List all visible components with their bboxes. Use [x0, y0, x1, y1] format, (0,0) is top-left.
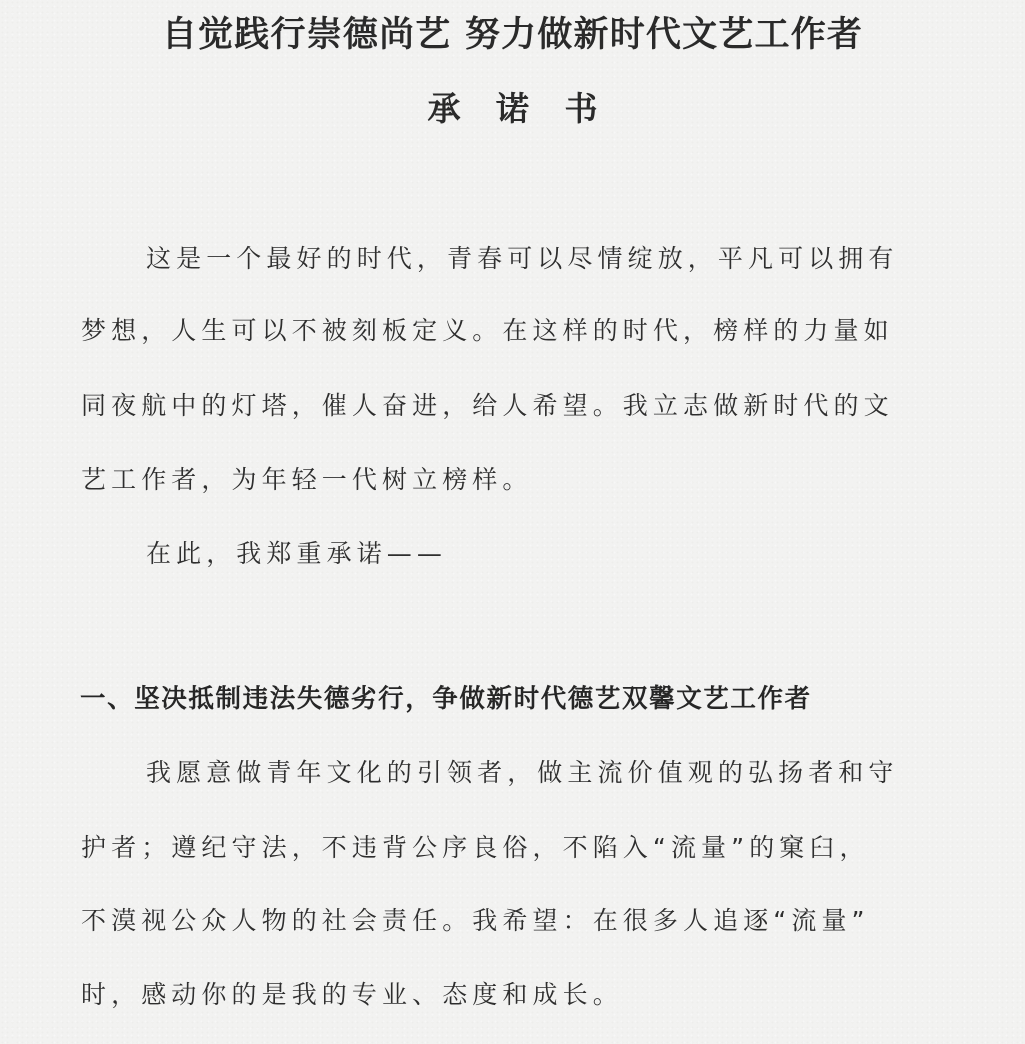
intro-line: 艺工作者，为年轻一代树立榜样。: [81, 465, 533, 494]
intro-line: 同夜航中的灯塔，催人奋进，给人希望。我立志做新时代的文: [81, 391, 894, 420]
section-heading: 一、坚决抵制违法失德劣行，争做新时代德艺双馨文艺工作者: [80, 684, 812, 714]
document-title: 自觉践行崇德尚艺 努力做新时代文艺工作者: [161, 15, 864, 55]
section-line: 不漠视公众人物的社会责任。我希望：在很多人追逐“流量”: [81, 906, 870, 935]
section-line: 我愿意做青年文化的引领者，做主流价值观的弘扬者和守: [146, 758, 899, 787]
document-subtitle: 承 诺 书: [427, 89, 610, 128]
pledge-line: 在此，我郑重承诺——: [146, 539, 448, 568]
section-line: 护者；遵纪守法，不违背公序良俗，不陷入“流量”的窠臼，: [81, 833, 870, 862]
intro-line: 这是一个最好的时代，青春可以尽情绽放，平凡可以拥有: [146, 244, 899, 273]
intro-line: 梦想，人生可以不被刻板定义。在这样的时代，榜样的力量如: [81, 316, 894, 345]
section-line: 时，感动你的是我的专业、态度和成长。: [81, 980, 623, 1009]
